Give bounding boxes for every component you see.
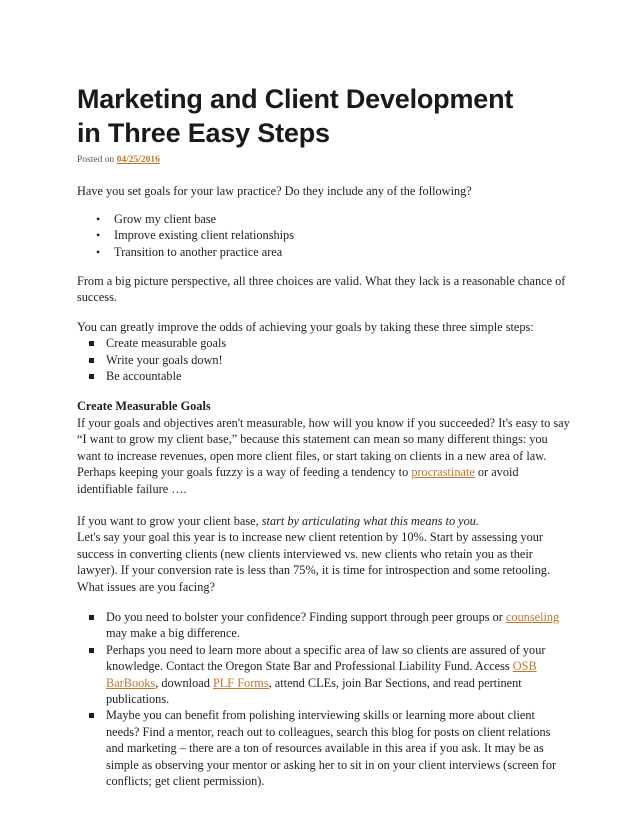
- list-item: Be accountable: [77, 368, 571, 384]
- plf-forms-link[interactable]: PLF Forms: [212, 675, 269, 690]
- big-picture-paragraph: From a big picture perspective, all three choices are valid. What they lack is a reasonable chance of success.: [77, 274, 566, 305]
- issues-list: [77, 609, 571, 789]
- osb-barbooks-link[interactable]: OSB BarBooks: [106, 659, 537, 690]
- posted-prefix: Posted on: [77, 155, 117, 165]
- procrastinate-link[interactable]: procrastinate: [411, 465, 475, 480]
- list-item: • Improve existing client relationships: [96, 228, 294, 243]
- emphasis-text: start by articulating what this means to you.: [261, 513, 479, 528]
- list-item: Create measurable goals: [77, 335, 571, 351]
- grow-client-base-paragraph: If you want to grow your client base, start by articulating what this means to you.: [77, 513, 479, 528]
- bullet-icon: •: [96, 244, 101, 259]
- steps-intro-paragraph: You can greatly improve the odds of achieving your goals by taking these three simple steps:: [77, 319, 534, 334]
- goals-list: [96, 211, 571, 260]
- intro-paragraph: Have you set goals for your law practice? Do they include any of the following?: [77, 184, 472, 199]
- article-title: [77, 82, 571, 150]
- bullet-icon: •: [96, 211, 101, 226]
- section-heading: Create Measurable Goals: [77, 399, 211, 414]
- list-item: Do you need to bolster your confidence? Finding support through peer groups or counseling may make a big difference.: [77, 609, 571, 642]
- square-bullet-icon: [89, 341, 94, 346]
- list-item: Write your goals down!: [77, 352, 571, 368]
- retention-paragraph: Let's say your goal this year is to increase new client retention by 10%. Start by assessing your success in converting clients (new clients interviewed vs. new clients who retain you as their lawyer). If your conversion rate is less than 75%, it is time for introspection and some retooling. What issues are you facing?: [77, 530, 550, 594]
- article: [77, 82, 571, 789]
- square-bullet-icon: [89, 713, 94, 718]
- list-item: • Transition to another practice area: [96, 244, 283, 259]
- measurable-goals-paragraph: If your goals and objectives aren't measurable, how will you know if you succeeded? It's easy to say “I want to grow my client base,” because this statement can mean so many different things: you want to increase revenues, open more client files, or start taking on clients in a new area of law. Perhaps keeping your goals fuzzy is a way of feeding a tendency to procrastinate or avoid identifiable failure ….: [77, 415, 570, 496]
- list-item: Maybe you can benefit from polishing interviewing skills or learning more about client needs? Find a mentor, reach out to colleagues, search this blog for posts on client relations and marketing – there are a ton of resources available in this area if you ask. It may be as simple as observing your mentor or asking her to sit in on your client interviews (screen for conflicts; get client permission).: [77, 707, 571, 789]
- counseling-link[interactable]: counseling: [505, 609, 560, 624]
- title-line-2: in Three Easy Steps: [77, 118, 330, 148]
- square-bullet-icon: [89, 615, 94, 620]
- list-item: • Grow my client base: [96, 211, 217, 226]
- steps-list: [77, 335, 571, 384]
- square-bullet-icon: [89, 648, 94, 653]
- square-bullet-icon: [89, 358, 94, 363]
- posted-on: [77, 152, 571, 168]
- square-bullet-icon: [89, 374, 94, 379]
- title-line-1: Marketing and Client Development: [77, 84, 514, 114]
- posted-date-link[interactable]: 04/25/2016: [116, 155, 160, 165]
- list-item: Perhaps you need to learn more about a specific area of law so clients are assured of your knowledge. Contact the Oregon State Bar and Professional Liability Fund. Access OSB BarBooks, download PLF Forms, attend CLEs, join Bar Sections, and read pertinent publications.: [77, 642, 571, 708]
- bullet-icon: •: [96, 228, 101, 243]
